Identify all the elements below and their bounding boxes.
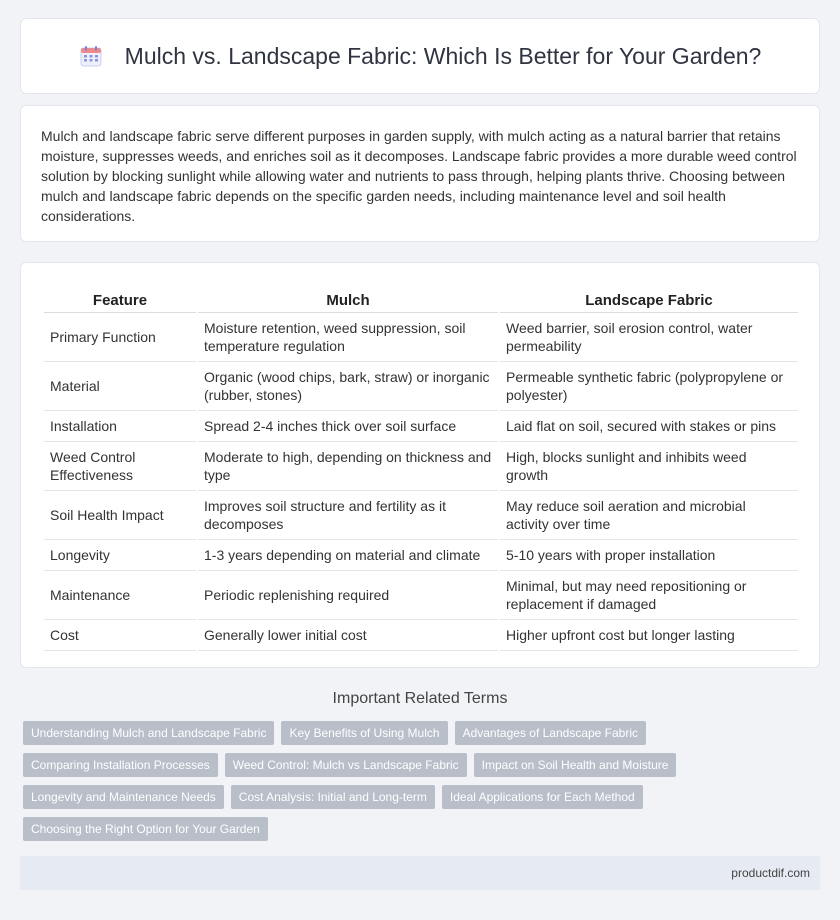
cell-feature: Installation	[44, 411, 196, 442]
related-terms-title: Important Related Terms	[332, 690, 508, 707]
comparison-table	[42, 283, 800, 651]
cell-fabric: High, blocks sunlight and inhibits weed growth	[500, 442, 798, 491]
footer	[20, 856, 820, 890]
footer-site-name[interactable]: productdif.com	[731, 866, 810, 880]
cell-mulch: Spread 2-4 inches thick over soil surface	[198, 411, 498, 442]
related-term-tag[interactable]: Understanding Mulch and Landscape Fabric	[23, 721, 274, 745]
cell-fabric: May reduce soil aeration and microbial activity over time	[500, 491, 798, 540]
related-terms-list	[23, 721, 683, 841]
comparison-table-card	[20, 262, 820, 668]
related-term-tag[interactable]: Key Benefits of Using Mulch	[281, 721, 447, 745]
header-landscape-fabric: Landscape Fabric	[500, 283, 798, 313]
related-term-tag[interactable]: Impact on Soil Health and Moisture	[474, 753, 677, 777]
table-row	[44, 571, 798, 620]
calendar-icon	[79, 44, 103, 68]
cell-mulch: Moderate to high, depending on thickness and type	[198, 442, 498, 491]
cell-mulch: Improves soil structure and fertility as it decomposes	[198, 491, 498, 540]
related-term-tag[interactable]: Cost Analysis: Initial and Long-term	[231, 785, 435, 809]
table-row	[44, 362, 798, 411]
cell-feature: Cost	[44, 620, 196, 651]
cell-feature: Maintenance	[44, 571, 196, 620]
cell-feature: Material	[44, 362, 196, 411]
header-card	[20, 18, 820, 94]
page-title: Mulch vs. Landscape Fabric: Which Is Better for Your Garden?	[124, 42, 762, 69]
table-header-row	[44, 283, 798, 313]
cell-mulch: Generally lower initial cost	[198, 620, 498, 651]
table-row	[44, 491, 798, 540]
related-term-tag[interactable]: Advantages of Landscape Fabric	[455, 721, 646, 745]
cell-feature: Weed Control Effectiveness	[44, 442, 196, 491]
header-mulch: Mulch	[198, 283, 498, 313]
table-row	[44, 540, 798, 571]
cell-mulch: Moisture retention, weed suppression, soil temperature regulation	[198, 313, 498, 362]
cell-fabric: 5-10 years with proper installation	[500, 540, 798, 571]
cell-fabric: Laid flat on soil, secured with stakes or pins	[500, 411, 798, 442]
related-term-tag[interactable]: Longevity and Maintenance Needs	[23, 785, 224, 809]
cell-feature: Soil Health Impact	[44, 491, 196, 540]
cell-mulch: Periodic replenishing required	[198, 571, 498, 620]
cell-mulch: 1-3 years depending on material and climate	[198, 540, 498, 571]
intro-text: Mulch and landscape fabric serve different purposes in garden supply, with mulch acting as a natural barrier that retains moisture, suppresses weeds, and enriches soil as it decomposes. Landscape fabric provides a more durable weed control solution by blocking sunlight while allowing water and nutrients to pass through, helping plants thrive. Choosing between mulch and landscape fabric depends on the specific garden needs, including maintenance level and soil health considerations.	[41, 128, 797, 224]
related-term-tag[interactable]: Ideal Applications for Each Method	[442, 785, 643, 809]
table-row	[44, 620, 798, 651]
cell-feature: Primary Function	[44, 313, 196, 362]
cell-fabric: Higher upfront cost but longer lasting	[500, 620, 798, 651]
table-row	[44, 411, 798, 442]
cell-fabric: Minimal, but may need repositioning or replacement if damaged	[500, 571, 798, 620]
cell-feature: Longevity	[44, 540, 196, 571]
related-term-tag[interactable]: Choosing the Right Option for Your Garden	[23, 817, 268, 841]
cell-fabric: Permeable synthetic fabric (polypropylene or polyester)	[500, 362, 798, 411]
intro-card	[20, 105, 820, 242]
cell-mulch: Organic (wood chips, bark, straw) or inorganic (rubber, stones)	[198, 362, 498, 411]
cell-fabric: Weed barrier, soil erosion control, water permeability	[500, 313, 798, 362]
table-row	[44, 442, 798, 491]
table-row	[44, 313, 798, 362]
header-feature: Feature	[44, 283, 196, 313]
related-term-tag[interactable]: Comparing Installation Processes	[23, 753, 218, 777]
related-term-tag[interactable]: Weed Control: Mulch vs Landscape Fabric	[225, 753, 467, 777]
